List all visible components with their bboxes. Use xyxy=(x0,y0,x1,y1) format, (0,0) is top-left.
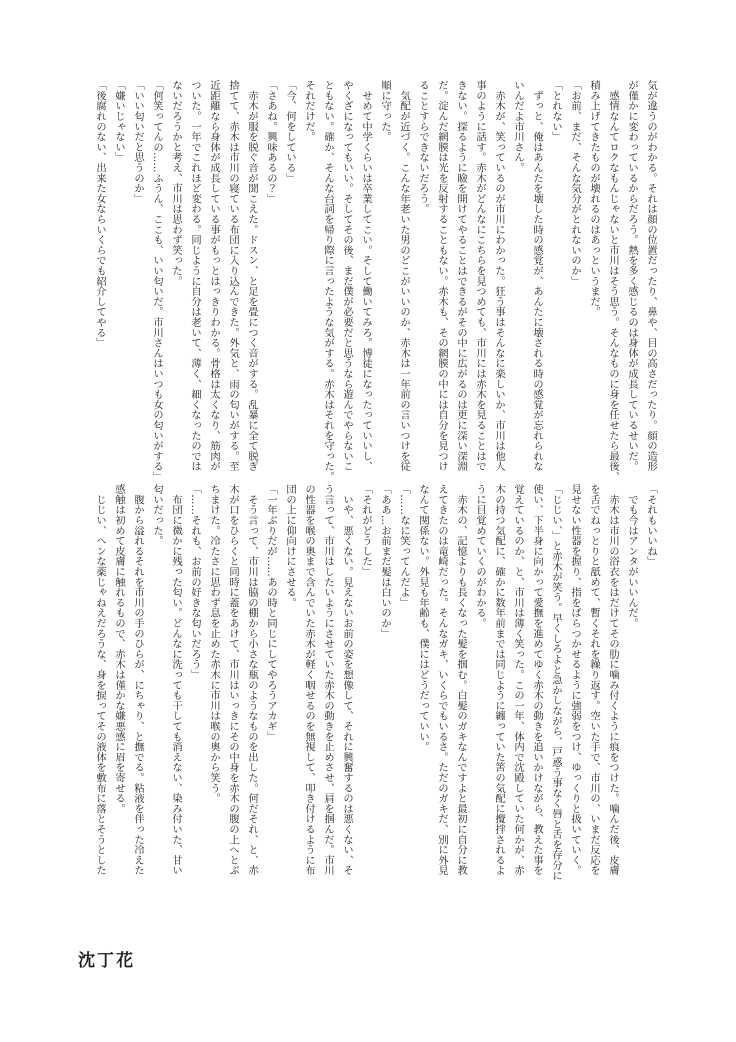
text-line: 「とれない」 xyxy=(550,80,562,142)
text-line: 「ああ…お前まだ髪は白いのか」 xyxy=(379,484,391,639)
text-line: 匂いだった。 xyxy=(151,484,163,546)
text-line: いんだよ市川さん。 xyxy=(512,80,524,173)
text-line: それだけだ。 xyxy=(303,80,315,142)
text-line: を舌でねっとりと舐めて、暫くそれを繰り返す。空いた手で、市川の、いまだ反応を xyxy=(588,484,600,876)
text-line: 感情なんてロクなもんじゃないと市川はそう思う。そんなものに身を任せたら最後、 xyxy=(607,80,619,482)
text-line: きない。探るように瞼を開けてやることはできるがその中に広がるのは更に深い深淵 xyxy=(455,80,467,472)
text-line: やくざになってもいい。そしてその後、まだ僕が必要だと思うなら遊んでやらないこ xyxy=(341,80,353,472)
text-line: 順に守った。 xyxy=(379,80,391,142)
text-line: なんて関係ない。外見も年齢も、僕にはどうだっていい。 xyxy=(417,484,429,752)
text-line: 腹から溢れるそれを市川の手のひらが、にちゃり、と撫でる。粘液を伴った冷えた xyxy=(132,484,144,876)
story-title: 沈丁花 xyxy=(78,951,135,971)
text-line: の性器を喉の奥まで含んでいた赤木が軽く咽せるのを無視して、叩き付けるように布 xyxy=(303,484,315,876)
text-line: 「いい匂いだと思うのか」 xyxy=(132,80,144,204)
text-line: 木の持つ気配に、確かに数年前までは同じように纏っていた筈の気配に攪拌されるよ xyxy=(493,484,505,876)
text-line: そう言って、市川は脇の棚から小さな瓶のようなものを出した。何だそれ、と、赤 xyxy=(246,484,258,876)
text-line: 「後腐れのない、出来た女ならいくらでも紹介してやる」 xyxy=(94,80,106,348)
text-line: せめて中学くらいは卒業してこい。そして働いてみろ。博徒になったっていいし、 xyxy=(360,80,372,472)
text-line: 赤木が、笑っているのが市川にわかった。狂う事はそんなに楽しいか、市川は他人 xyxy=(493,80,505,472)
text-line: 見せない性器を握り、指をばらつかせるように強弱をつけ、ゆっくりと扱いていく。 xyxy=(569,484,581,876)
text-line: 感触は初めて皮膚に触れるもので、赤木は僅かな嫌悪感に眉を寄せる。 xyxy=(113,484,125,814)
text-line: だ。淀んだ網膜は光を反射することもない。赤木も、その網膜の中には自分を見つけ xyxy=(436,80,448,472)
text-line: 積み上げてきたものが壊れるのはあっというまだ。 xyxy=(588,80,600,317)
text-line: ちまけた。冷たさに思わず息を止めた赤木に市川は喉の奥から笑う。 xyxy=(208,484,220,804)
text-line: 事のように話す。赤木がどんなにこちらを見つめても、市川には赤木を見ることはで xyxy=(474,80,486,472)
text-line: 団の上に仰向けにさせる。 xyxy=(284,484,296,608)
text-line: 「嫌いじゃない」 xyxy=(113,80,125,163)
text-line: 使い、下半身に向かって愛撫を進めてゆく赤木の動きを追いかけながら、教えた事を xyxy=(531,484,543,876)
text-line: 「お前、まだ、そんな気分がとれないのか」 xyxy=(569,80,581,286)
text-line: ることすらできないだろう。 xyxy=(417,80,429,214)
text-line: 赤木が服を脱ぐ音が聞こえた。ドスン、と足を畳につく音がする。乱暴に全て脱ぎ xyxy=(246,80,258,472)
text-line: 木が口をひらくと同時に蓋をあけて、市川はいっきにその中身を赤木の腹の上へとぶ xyxy=(227,484,239,876)
text-line: が僅かに変わっているからだろう。熱を多く感じるのは身体が成長しているせいだ。 xyxy=(626,80,638,472)
text-line: 「……なに笑ってんだよ」 xyxy=(398,484,410,608)
text-line: えてきたのは竜崎だった。そんなガキ、いくらでもいるさ。ただのガキだ、別に外見 xyxy=(436,484,448,876)
text-line: いや、悪くない。見えないお前の姿を想像して、それに興奮するのは悪くない、そ xyxy=(341,484,353,876)
text-line: でも今はアンタがいいんだ。 xyxy=(626,484,638,629)
text-line: 「一年ぶりだが……あの時と同じにしてやろうアカギ」 xyxy=(265,484,277,742)
text-line: うに目覚めていくのがわかる。 xyxy=(474,484,486,629)
text-line: じじい、ヘンな薬じゃねえだろうな、身を捩ってその液体を敷布に落とそうとした xyxy=(94,484,106,876)
text-line: う言って、市川はしたいようにさせていた赤木の動きを止めさせ、肩を掴んだ。市川 xyxy=(322,484,334,876)
text-line: 「じじい、」と赤木が笑う。早くしろよと急かしながら、戸惑う事なく唇と舌を存分に xyxy=(550,484,562,881)
text-line: 「さあね。興味あるの？」 xyxy=(265,80,277,204)
text-line: 赤木の、記憶よりも長くなった髪を掴む。白髪のガキなんですよと最初に自分に教 xyxy=(455,484,467,876)
text-block-top xyxy=(90,80,660,482)
text-line: 近距離なら身体が成長している事がもっとはっきりわかる。骨格は太くなり、筋肉が xyxy=(208,80,220,472)
text-line: 「それもいいね」 xyxy=(645,484,657,567)
text-line: 赤木は市川の浴衣をはだけてその肋に噛み付くように痕をつけた。噛んだ後、皮膚 xyxy=(607,484,619,876)
text-block-bottom xyxy=(90,484,660,881)
text-line: ずっと、俺はあんたを壊した時の感覚が、あんたに壊される時の感覚が忘れられな xyxy=(531,80,543,472)
text-line: 覚えているのか、と、市川は薄く笑った。この一年、体内で沈殿していた何かが、赤 xyxy=(512,484,524,876)
text-line: ともない。確か、そんな台詞を帰り際に言ったような気がする。赤木はそれを守った。 xyxy=(322,80,334,482)
text-line: 布団に微かに残った匂い。どんなに洗っても干しても消えない、染み付いた、甘い xyxy=(170,484,182,876)
text-line: 捨てて、赤木は市川の寝ている布団に入り込んできた。外気と、雨の匂いがする。至 xyxy=(227,80,239,472)
text-line: ないだろうかと考え、市川は思わず笑った。 xyxy=(170,80,182,286)
text-line: 気が違うのがわかる。それは顔の位置だったり、鼻や、目の高さだったり。顔の造形 xyxy=(645,80,657,472)
text-line: 「それがどうした」 xyxy=(360,484,372,577)
text-line: 「今、何をしている」 xyxy=(284,80,296,183)
text-line: ついた。一年でこれほど変わる。同じように自分は老いて、薄く、細くなったのでは xyxy=(189,80,201,472)
text-line: 「何笑ってんの……ふうん、ここも、いい匂いだ。市川さんはいつも女の匂いがする」 xyxy=(151,80,163,482)
text-line: 「……それも、お前の好きな匂いだろう」 xyxy=(189,484,201,680)
text-line: 気配が近づく。こんな年老いた男のどこがいいのか、赤木は一年前の言いつけを従 xyxy=(398,80,410,472)
